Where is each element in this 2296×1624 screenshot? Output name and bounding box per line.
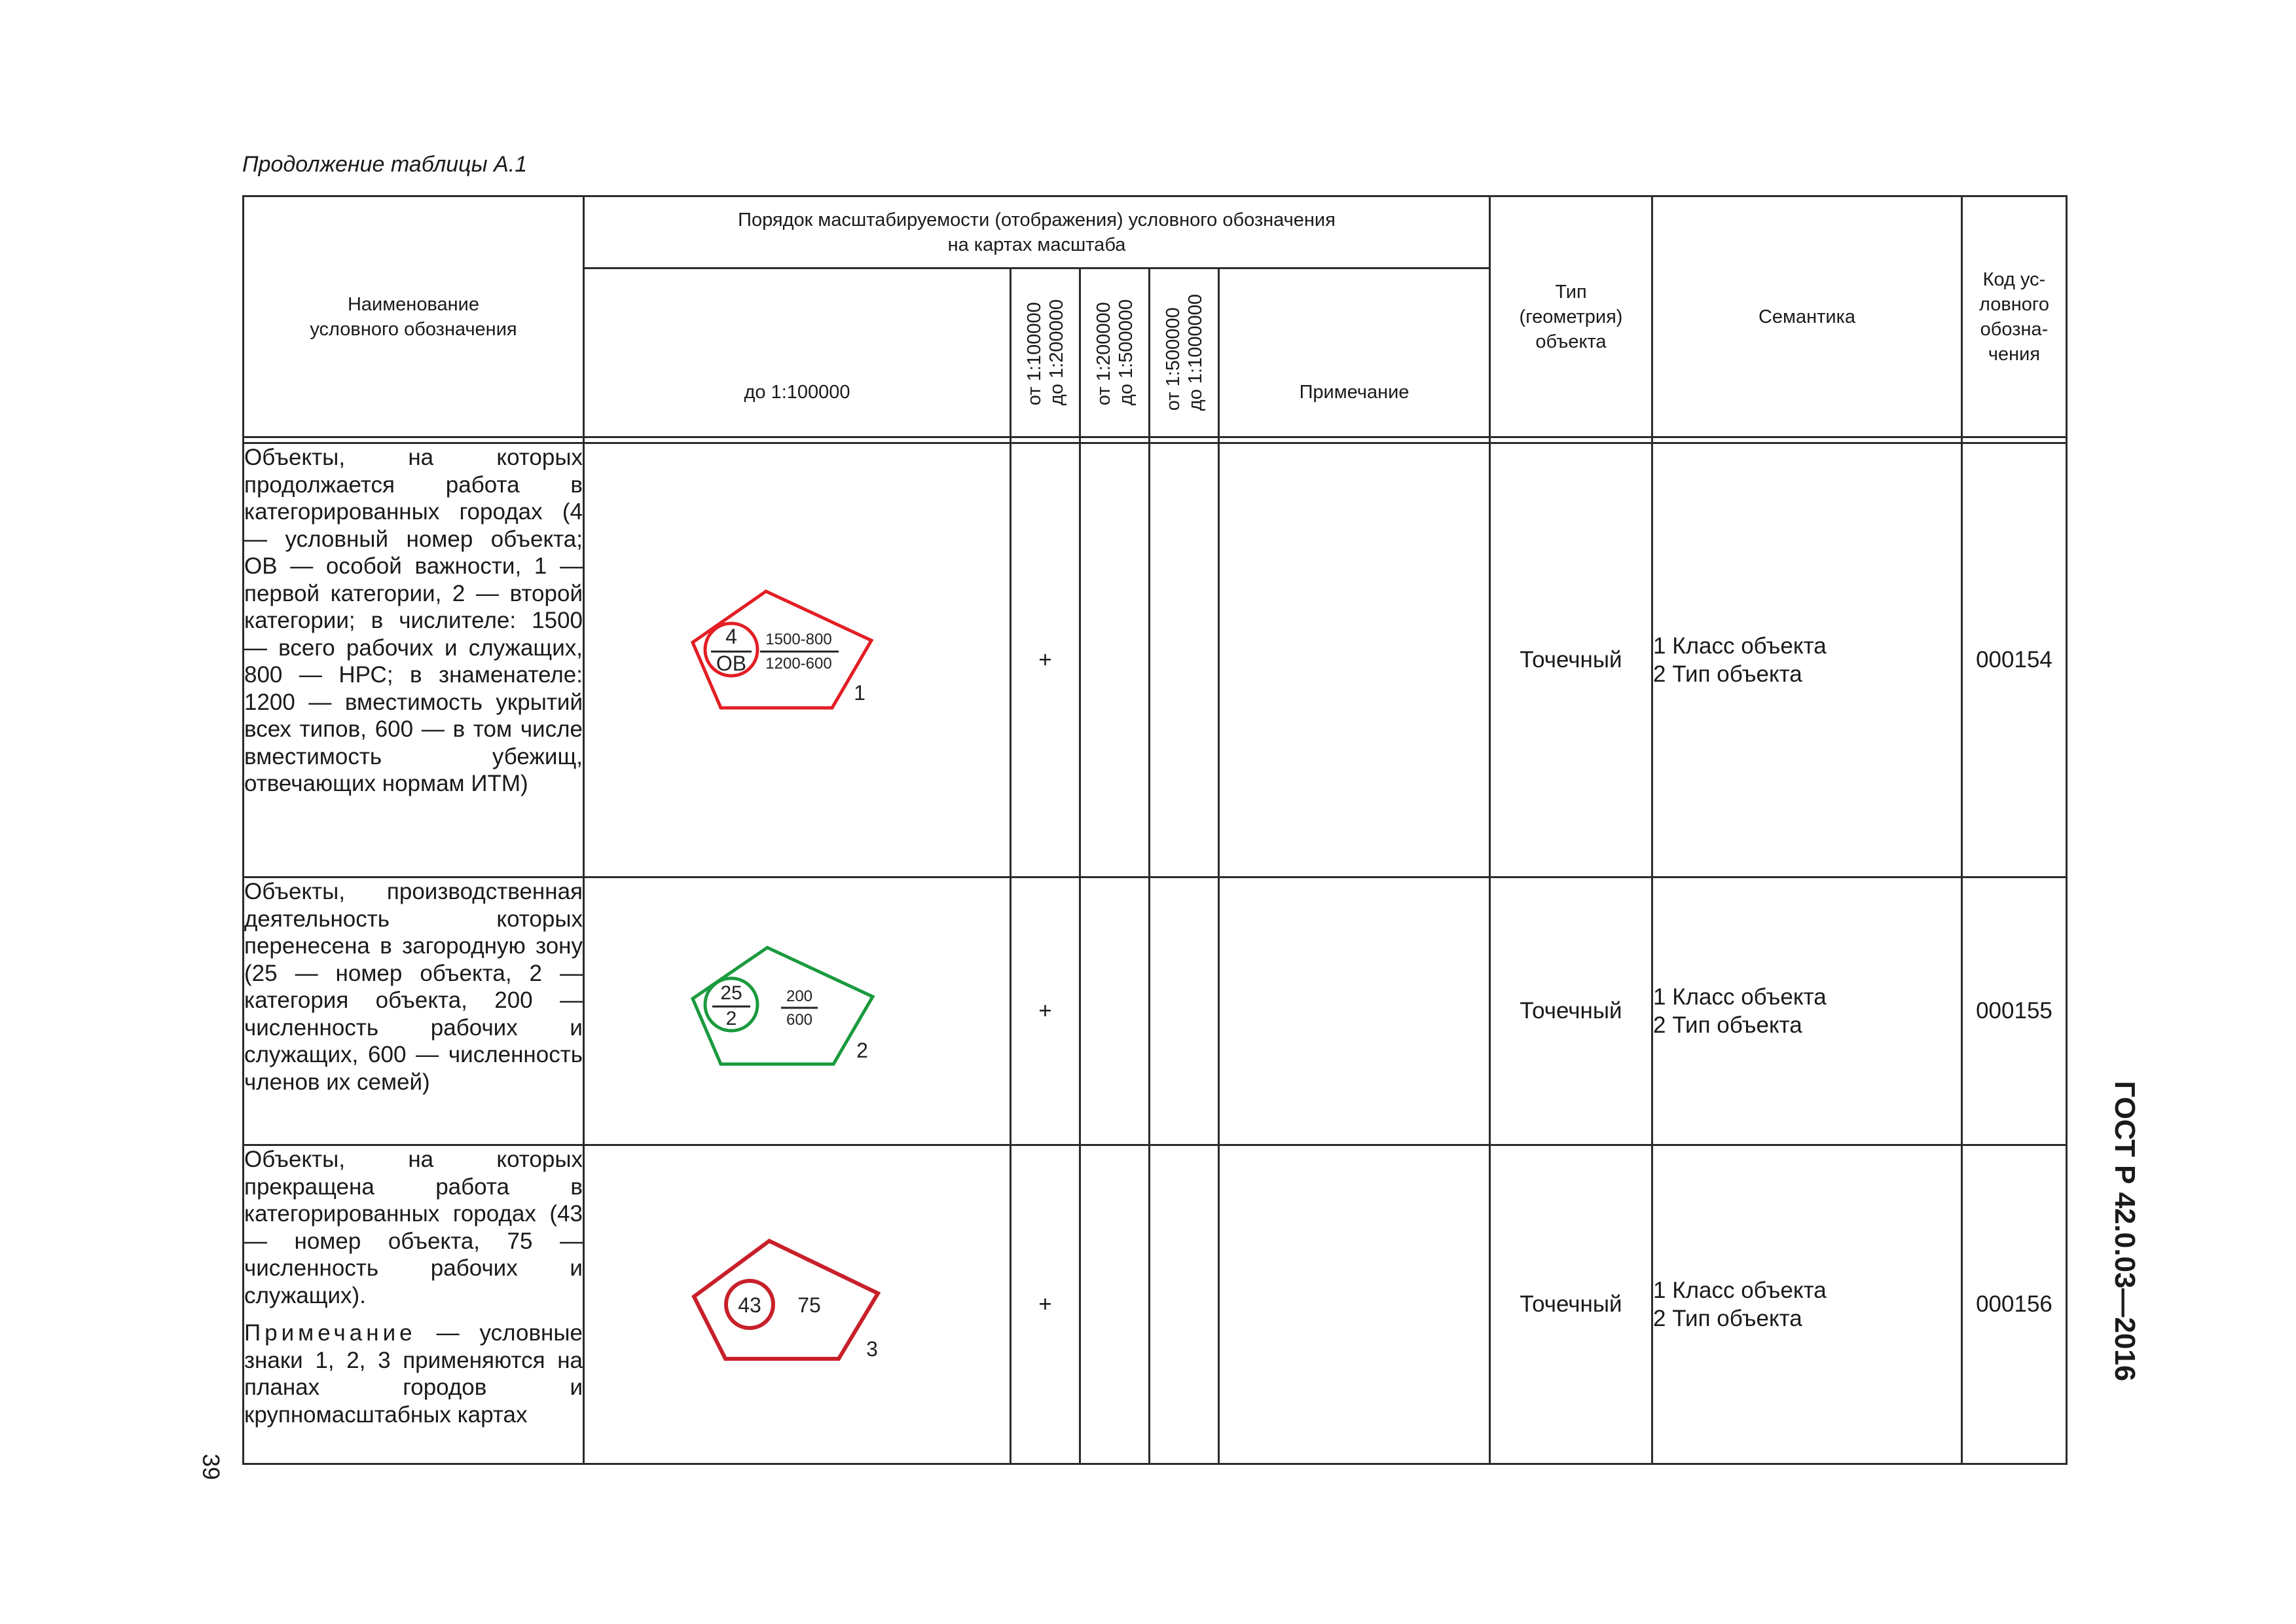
table-row bbox=[244, 1145, 2067, 1464]
header-scale-1: до 1:100000 bbox=[584, 268, 1011, 437]
header-scale-3: от 1:200000 до 1:500000 bbox=[1080, 268, 1150, 437]
standard-designation: ГОСТ Р 42.0.03—2016 bbox=[2109, 1080, 2141, 1382]
note-cell bbox=[1219, 443, 1490, 877]
table-caption: Продолжение таблицы А.1 bbox=[242, 152, 528, 177]
header-note: Примечание bbox=[1219, 268, 1490, 437]
header-semantics: Семантика bbox=[1652, 196, 1962, 437]
row-code: 000154 bbox=[1962, 443, 2067, 877]
row-semantics: 1 Класс объекта 2 Тип объекта bbox=[1652, 1145, 1962, 1464]
scale-cell-empty bbox=[1080, 443, 1150, 877]
symbol-1-number: 4 bbox=[725, 624, 737, 648]
row-type: Точечный bbox=[1490, 1145, 1652, 1464]
scale-cell-empty bbox=[1150, 1145, 1219, 1464]
scale-mark: + bbox=[1011, 443, 1080, 877]
row-semantics: 1 Класс объекта 2 Тип объекта bbox=[1652, 443, 1962, 877]
symbol-cell bbox=[584, 877, 1011, 1145]
row-type: Точечный bbox=[1490, 443, 1652, 877]
symbol-1-index: 1 bbox=[853, 680, 866, 705]
table-row bbox=[244, 443, 2067, 877]
symbol-1 bbox=[689, 583, 905, 734]
symbol-1-numerator: 1500-800 bbox=[765, 630, 832, 648]
header-scale-2: от 1:100000 до 1:200000 bbox=[1011, 268, 1080, 437]
scale-cell-empty bbox=[1150, 877, 1219, 1145]
note-cell bbox=[1219, 877, 1490, 1145]
note-label: Примечание bbox=[244, 1320, 416, 1346]
header-name: Наименование условного обозначения bbox=[244, 196, 584, 437]
symbol-1-category: ОВ bbox=[716, 651, 746, 675]
row-code: 000156 bbox=[1962, 1145, 2067, 1464]
header-type: Тип (геометрия) объекта bbox=[1490, 196, 1652, 437]
row-type: Точечный bbox=[1490, 877, 1652, 1145]
symbol-1-denominator: 1200-600 bbox=[765, 654, 832, 673]
scale-cell-empty bbox=[1080, 1145, 1150, 1464]
symbol-2-category: 2 bbox=[725, 1007, 737, 1029]
header-code: Код ус- ловного обозна- чения bbox=[1962, 196, 2067, 437]
row-name: Объекты, на которых продолжается работа в категорированных городах (4 — условный номер объекта; ОВ — особой важности, 1 — первой категории, 2 — второй категории; в числителе: 1500 — всего рабочих и служащих, 800 — НРС; в знаменателе: 1200 — вместимость укрытий всех типов, 600 — в том числе вместимость убежищ, отвечающих нормам ИТМ) bbox=[244, 443, 584, 877]
note-text: — условные знаки 1, 2, 3 применяются на планах городов и крупномасштабных картах bbox=[244, 1320, 583, 1428]
table-row bbox=[244, 877, 2067, 1145]
symbol-2-numerator: 200 bbox=[786, 987, 812, 1005]
row-name: Объекты, на которых прекращена работа в категорированных городах (43 — номер объекта, 75 — численность рабочих и служащих). Примечание — условные знаки 1, 2, 3 применяются на планах городов и крупномасштабных картах bbox=[244, 1145, 584, 1464]
symbol-3 bbox=[689, 1228, 905, 1378]
header-scale-group: Порядок масштабируемости (отображения) условного обозначения на картах масштаба bbox=[584, 196, 1490, 268]
symbol-3-value: 75 bbox=[797, 1293, 821, 1317]
note-cell bbox=[1219, 1145, 1490, 1464]
page-number: 39 bbox=[198, 1453, 225, 1481]
row-semantics: 1 Класс объекта 2 Тип объекта bbox=[1652, 877, 1962, 1145]
scale-cell-empty bbox=[1080, 877, 1150, 1145]
symbol-2 bbox=[689, 941, 905, 1079]
symbol-cell bbox=[584, 1145, 1011, 1464]
scale-cell-empty bbox=[1150, 443, 1219, 877]
symbols-table bbox=[242, 195, 2068, 1465]
symbol-2-number: 25 bbox=[720, 982, 742, 1004]
symbol-3-index: 3 bbox=[866, 1337, 878, 1361]
row-name: Объекты, производственная деятельность которых перенесена в загородную зону (25 — номер объекта, 2 — категория объекта, 200 — численность рабочих и служащих, 600 — численность членов их семей) bbox=[244, 877, 584, 1145]
symbol-2-index: 2 bbox=[856, 1038, 868, 1062]
symbol-cell bbox=[584, 443, 1011, 877]
symbol-2-denominator: 600 bbox=[786, 1010, 812, 1029]
scale-mark: + bbox=[1011, 877, 1080, 1145]
header-scale-4: от 1:500000 до 1:1000000 bbox=[1150, 268, 1219, 437]
scale-mark: + bbox=[1011, 1145, 1080, 1464]
symbol-3-number: 43 bbox=[737, 1293, 761, 1317]
row-code: 000155 bbox=[1962, 877, 2067, 1145]
